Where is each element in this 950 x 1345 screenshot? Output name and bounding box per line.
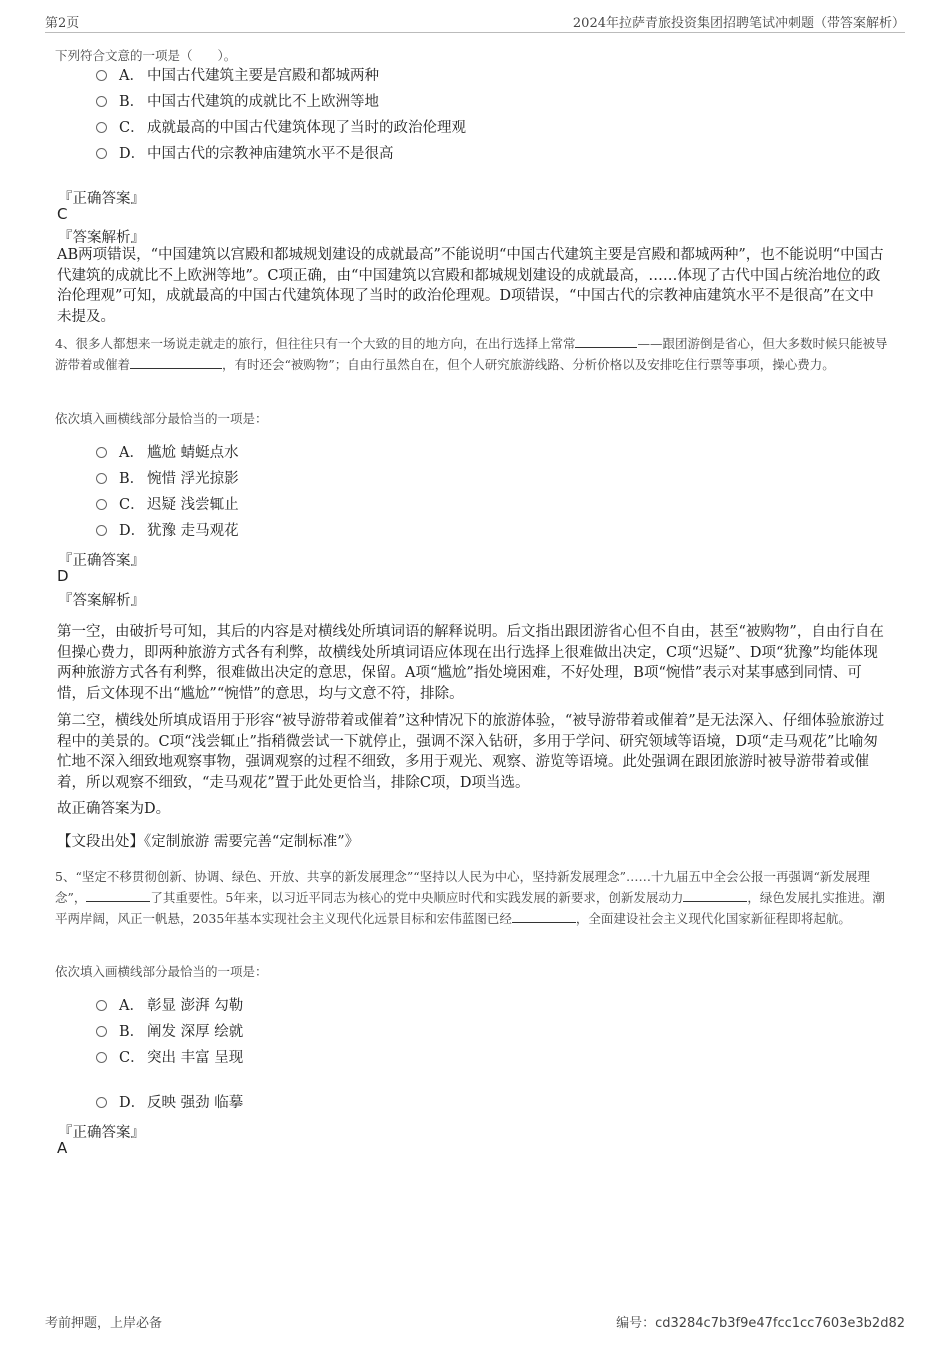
radio-icon[interactable] [96,499,107,510]
q3-analysis-label: 『答案解析』 [58,230,145,246]
q3-option-b[interactable]: B． 中国古代建筑的成就比不上欧洲等地 [96,92,379,112]
q3-answer: C [57,205,68,223]
q4-instruction: 依次填入画横线部分最恰当的一项是： [55,411,268,426]
radio-icon[interactable] [96,447,107,458]
page-number: 第2页 [45,16,80,31]
q3-answer-label: 『正确答案』 [58,191,145,207]
footer-slogan: 考前押题，上岸必备 [45,1316,163,1331]
q5-instruction: 依次填入画横线部分最恰当的一项是： [55,964,268,979]
radio-icon[interactable] [96,70,107,81]
document-code: 编号：cd3284c7b3f9e47fcc1cc7603e3b2d82 [616,1316,905,1331]
radio-icon[interactable] [96,122,107,133]
q3-stem: 下列符合文意的一项是（ ）。 [55,48,237,63]
q4-option-c[interactable]: C． 迟疑 浅尝辄止 [96,495,239,515]
blank-line [86,889,150,902]
q5-option-c[interactable]: C． 突出 丰富 呈现 [96,1048,243,1068]
q4-option-b[interactable]: B． 惋惜 浮光掠影 [96,469,239,489]
radio-icon[interactable] [96,96,107,107]
blank-line [512,910,576,923]
q4-analysis-label: 『答案解析』 [58,593,145,609]
radio-icon[interactable] [96,1000,107,1011]
radio-icon[interactable] [96,1097,107,1108]
q5-stem: 5、“坚定不移贯彻创新、协调、绿色、开放、共享的新发展理念”“坚持以人民为中心，坚持新发展理念”……十九届五中全会公报一再强调“新发展理念”， 了其重要性。5年来，以习近平同志为核心的党中央顺应时代和实践发展的新要求，创新发展动力 ，绿色发展扎实推进。潮平两岸阔，风正一帆悬，2035年基本实现社会主义现代化远景目标和宏伟蓝图已经 ，全面建设社会主义现代化国家新征程即将起航。 [55,869,885,926]
q5-option-d[interactable]: D． 反映 强劲 临摹 [96,1093,243,1113]
q4-source: 【文段出处】《定制旅游 需要完善“定制标准”》 [57,834,360,850]
blank-line [575,335,637,348]
radio-icon[interactable] [96,473,107,484]
q4-option-d[interactable]: D． 犹豫 走马观花 [96,521,239,541]
page-header [45,12,905,33]
blank-line [130,356,222,369]
radio-icon[interactable] [96,525,107,536]
q5-option-b[interactable]: B． 阐发 深厚 绘就 [96,1022,243,1042]
document-title: 2024年拉萨青旅投资集团招聘笔试冲刺题（带答案解析） [572,16,905,31]
blank-line [683,889,747,902]
q3-option-c[interactable]: C． 成就最高的中国古代建筑体现了当时的政治伦理观 [96,118,466,138]
q4-answer-label: 『正确答案』 [58,553,145,569]
q5-answer-label: 『正确答案』 [58,1125,145,1141]
q4-option-a[interactable]: A． 尴尬 蜻蜓点水 [96,443,239,463]
q4-analysis-conclusion: 故正确答案为D。 [57,801,171,817]
q3-analysis: AB两项错误，“中国建筑以宫殿和都城规划建设的成就最高”不能说明“中国古代建筑主要是宫殿和都城两种”，也不能说明“中国古代建筑的成就比不上欧洲等地”。C项正确，由“中国建筑以宫殿和都城规划建设的成就最高，……体现了古代中国占统治地位的政治伦理观”可知，成就最高的中国古代建筑体现了当时的政治伦理观。D项错误，“中国古代的宗教神庙建筑水平不是很高”在文中未提及。 [57,247,884,325]
q4-stem: 4、很多人都想来一场说走就走的旅行，但往往只有一个大致的目的地方向，在出行选择上常常 ——跟团游倒是省心，但大多数时候只能被导游带着或催着 ，有时还会“被购物”；自由行虽然自在，但个人研究旅游线路、分析价格以及安排吃住行票等事项，操心费力。 [55,336,888,372]
q4-analysis-p2: 第二空，横线处所填成语用于形容“被导游带着或催着”这种情况下的旅游体验，“被导游带着或催着”是无法深入、仔细体验旅游过程中的美景的。C项“浅尝辄止”指稍微尝试一下就停止，强调不深入钻研，多用于学问、研究领域等语境，D项“走马观花”比喻匆忙地不深入细致地观察事物，强调观察的过程不细致，多用于观光、观察、游览等语境。此处强调在跟团旅游时被导游带着或催着，所以观察不细致，“走马观花”置于此处更恰当，排除C项，D项当选。 [57,713,885,791]
radio-icon[interactable] [96,148,107,159]
q3-option-a[interactable]: A． 中国古代建筑主要是宫殿和都城两种 [96,66,379,86]
q4-answer: D [57,567,69,585]
q5-answer: A [57,1139,68,1157]
q5-option-a[interactable]: A． 彰显 澎湃 勾勒 [96,996,243,1016]
radio-icon[interactable] [96,1026,107,1037]
q4-analysis-p1: 第一空，由破折号可知，其后的内容是对横线处所填词语的解释说明。后文指出跟团游省心但不自由，甚至“被购物”，自由行自在但操心费力，即两种旅游方式各有利弊，故横线处所填词语应体现在出行选择上很难做出决定，C项“迟疑”、D项“犹豫”均能体现两种旅游方式各有利弊，很难做出决定的意思，保留。A项“尴尬”指处境困难，不好处理，B项“惋惜”表示对某事感到同情、可惜，后文体现不出“尴尬”“惋惜”的意思，均与文意不符，排除。 [57,624,884,702]
radio-icon[interactable] [96,1052,107,1063]
q3-option-d[interactable]: D． 中国古代的宗教神庙建筑水平不是很高 [96,144,394,164]
